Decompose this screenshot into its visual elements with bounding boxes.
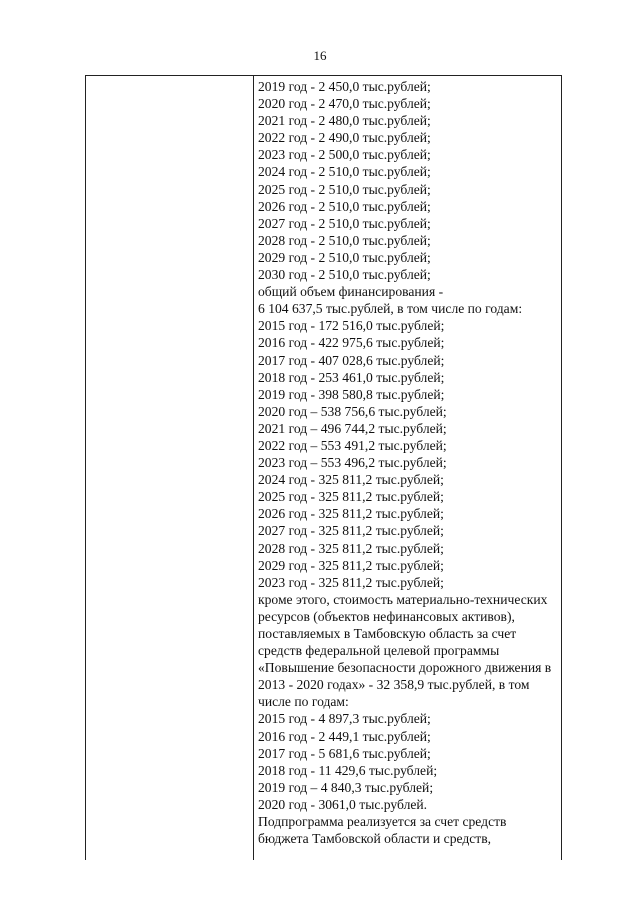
text-line: 2027 год - 325 811,2 тыс.рублей; [258, 523, 444, 539]
text-line: ресурсов (объектов нефинансовых активов), [258, 608, 515, 624]
text-line: 2027 год - 2 510,0 тыс.рублей; [258, 215, 431, 231]
text-line: 2019 год – 4 840,3 тыс.рублей; [258, 779, 434, 795]
text-line: 2023 год - 325 811,2 тыс.рублей; [258, 574, 444, 590]
text-line: 2021 год - 2 480,0 тыс.рублей; [258, 113, 431, 129]
text-line: бюджета Тамбовской области и средств, [258, 831, 492, 847]
text-line: 2020 год - 3061,0 тыс.рублей. [258, 796, 428, 812]
text-line: 2018 год - 253 461,0 тыс.рублей; [258, 369, 445, 385]
text-line: 2026 год - 2 510,0 тыс.рублей; [258, 198, 431, 214]
text-line: 2016 год - 422 975,6 тыс.рублей; [258, 335, 445, 351]
text-line: 2015 год - 4 897,3 тыс.рублей; [258, 711, 431, 727]
funding-table [85, 75, 562, 860]
text-line: 2028 год - 2 510,0 тыс.рублей; [258, 232, 431, 248]
text-line: 2020 год – 538 756,6 тыс.рублей; [258, 403, 447, 419]
text-line: поставляемых в Тамбовскую область за счет [258, 626, 517, 641]
text-line: 2023 год – 553 496,2 тыс.рублей; [258, 455, 447, 471]
text-line: числе по годам: [258, 694, 349, 710]
text-line: 2018 год - 11 429,6 тыс.рублей; [258, 762, 438, 778]
text-line: 6 104 637,5 тыс.рублей, в том числе по годам: [258, 301, 523, 317]
text-line: 2025 год - 325 811,2 тыс.рублей; [258, 489, 444, 505]
text-line: «Повышение безопасности дорожного движения в [258, 660, 552, 676]
text-line: 2022 год – 553 491,2 тыс.рублей; [258, 437, 447, 453]
text-line: 2016 год - 2 449,1 тыс.рублей; [258, 728, 431, 744]
text-line: 2017 год - 5 681,6 тыс.рублей; [258, 745, 431, 761]
text-line: общий объем финансирования - [258, 284, 444, 300]
text-line: 2013 - 2020 годах» - 32 358,9 тыс.рублей, в том [258, 677, 530, 693]
text-line: 2030 год - 2 510,0 тыс.рублей; [258, 267, 431, 283]
text-line: 2015 год - 172 516,0 тыс.рублей; [258, 318, 445, 334]
text-line: 2024 год - 2 510,0 тыс.рублей; [258, 164, 431, 180]
text-line: 2029 год - 325 811,2 тыс.рублей; [258, 557, 444, 573]
table-right-column [254, 78, 561, 847]
text-line: 2029 год - 2 510,0 тыс.рублей; [258, 249, 431, 265]
text-line: 2019 год - 2 450,0 тыс.рублей; [258, 79, 431, 94]
text-line: средств федеральной целевой программы [258, 643, 500, 659]
text-line: 2024 год - 325 811,2 тыс.рублей; [258, 472, 444, 488]
text-line: 2026 год - 325 811,2 тыс.рублей; [258, 506, 444, 522]
text-line: 2028 год - 325 811,2 тыс.рублей; [258, 540, 444, 556]
text-line: 2021 год – 496 744,2 тыс.рублей; [258, 420, 447, 436]
text-line: 2025 год - 2 510,0 тыс.рублей; [258, 181, 431, 197]
text-line: 2023 год - 2 500,0 тыс.рублей; [258, 147, 431, 163]
page-number: 16 [313, 48, 327, 63]
text-line: 2019 год - 398 580,8 тыс.рублей; [258, 386, 445, 402]
text-line: 2022 год - 2 490,0 тыс.рублей; [258, 130, 431, 146]
table-left-column [86, 76, 254, 860]
text-line: 2020 год - 2 470,0 тыс.рублей; [258, 96, 431, 112]
text-line: 2017 год - 407 028,6 тыс.рублей; [258, 352, 445, 368]
text-line: Подпрограмма реализуется за счет средств [258, 814, 507, 830]
text-line: кроме этого, стоимость материально-технических [258, 591, 548, 607]
